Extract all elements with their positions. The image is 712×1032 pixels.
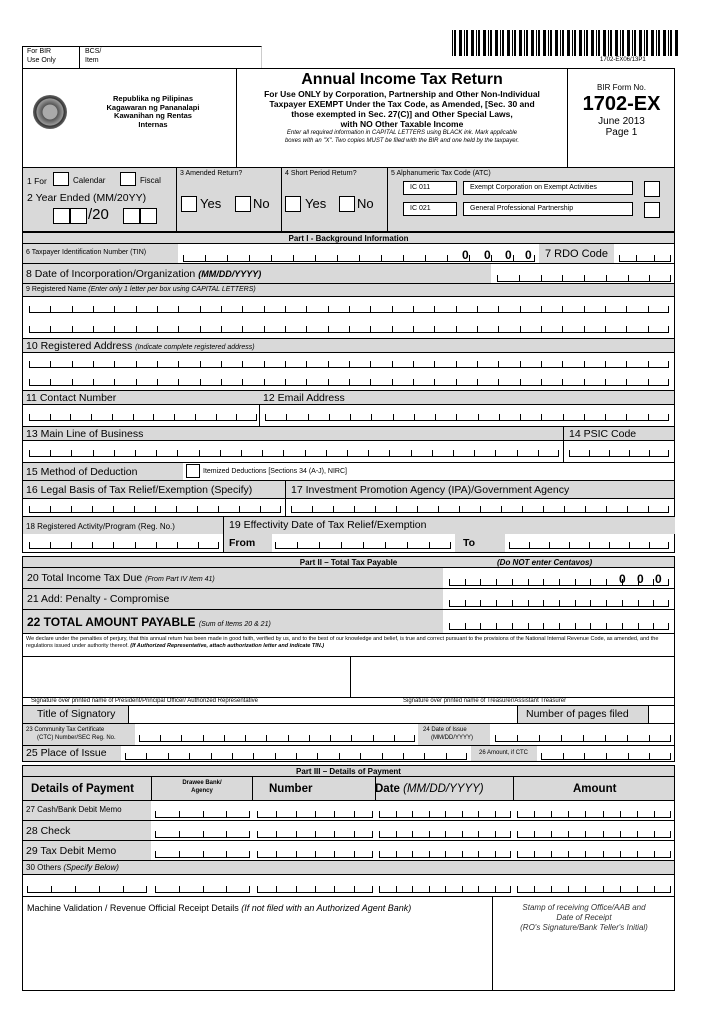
legal-input[interactable] xyxy=(29,507,281,513)
col-number: Number xyxy=(269,783,313,795)
main-line-row xyxy=(22,441,675,463)
contact-email-label-row xyxy=(22,391,675,405)
agency-line-4: Internas xyxy=(138,119,168,129)
signatory-row xyxy=(22,706,675,724)
incorp-row xyxy=(22,264,675,284)
issue-date-input[interactable] xyxy=(495,736,671,742)
bir-use-box xyxy=(22,46,262,68)
year-yy-2[interactable] xyxy=(140,208,157,224)
tin-branch-0b: 0 xyxy=(484,248,491,262)
payment-number-input[interactable] xyxy=(257,852,373,858)
others-amount-input[interactable] xyxy=(517,887,671,893)
item-label: Item xyxy=(85,57,99,64)
col-amount: Amount xyxy=(573,783,617,795)
stamp-line-3: (RO's Signature/Bank Teller's Initial) xyxy=(520,923,648,932)
atc-desc-2: General Professional Partnership xyxy=(463,202,633,216)
reg-activity-input[interactable] xyxy=(29,543,219,549)
agency-line-3: Kawanihan ng Rentas xyxy=(114,111,192,120)
reg-name-input[interactable] xyxy=(22,297,675,339)
item22-input[interactable] xyxy=(449,624,669,630)
amended-yes-checkbox[interactable] xyxy=(181,196,197,212)
payment-row-label: 28 Check xyxy=(26,825,71,837)
from-date-input[interactable] xyxy=(275,543,451,549)
fiscal-checkbox[interactable] xyxy=(120,172,136,186)
year-month-1[interactable] xyxy=(53,208,70,224)
subtitle-2: Taxpayer EXEMPT Under the Tax Code, as Amended, [Sec. 30 and xyxy=(269,99,535,109)
atc-label: 5 Alphanumeric Tax Code (ATC) xyxy=(391,170,491,177)
declaration-section xyxy=(22,634,675,706)
short-no-checkbox[interactable] xyxy=(339,196,355,212)
atc-desc-1: Exempt Corporation on Exempt Activities xyxy=(463,181,633,195)
others-number-input[interactable] xyxy=(257,887,373,893)
email-input[interactable] xyxy=(265,415,669,421)
item22-label: 22 TOTAL AMOUNT PAYABLE (Sum of Items 20 & 21) xyxy=(27,615,271,629)
payment-row-label: 27 Cash/Bank Debit Memo xyxy=(26,805,122,814)
psic-input[interactable] xyxy=(569,451,669,457)
atc-checkbox-2[interactable] xyxy=(644,202,660,218)
signature-area-1[interactable] xyxy=(23,657,350,697)
declaration-text: We declare under the penalties of perjury, that this annual return has been made in good faith, verified by us, and to the best of our knowledge and belief, is true and correct pursuant to the provisions of the National Internal Revenue Code, as amended, and the regulations issued under authority thereof. (If Authorized Representative, attach authorization letter and indicate TIN.) xyxy=(26,636,659,649)
pages-filed-label: Number of pages filed xyxy=(526,708,629,720)
reg-name-label-row xyxy=(22,284,675,297)
payment-amount-input[interactable] xyxy=(517,852,671,858)
machine-validation-label: Machine Validation / Revenue Official Receipt Details (If not filed with an Authorized Agent Bank) xyxy=(27,903,412,913)
ipa-label: 17 Investment Promotion Agency (IPA)/Government Agency xyxy=(291,484,570,496)
pages-filed-input[interactable] xyxy=(649,706,674,723)
ctc-amount-input[interactable] xyxy=(541,754,671,760)
item20-label: 20 Total Income Tax Due (From Part IV Item 41) xyxy=(27,572,215,584)
year-yy-1[interactable] xyxy=(123,208,140,224)
instruction-2: boxes with an "X". Two copies MUST be filed with the BIR and one held by the taxpayer. xyxy=(284,138,520,144)
payment-amount-input[interactable] xyxy=(517,832,671,838)
payment-row-label: 29 Tax Debit Memo xyxy=(26,845,117,857)
email-label: 12 Email Address xyxy=(263,392,345,404)
incorp-label: 8 Date of Incorporation/Organization (MM/DD/YYYY) xyxy=(26,268,262,280)
short-period-label: 4 Short Period Return? xyxy=(285,170,357,177)
subtitle-4: with NO Other Taxable Income xyxy=(340,119,464,129)
sig1-caption: Signature over printed name of President/Principal Officer/ Authorized Representative xyxy=(31,698,259,704)
payment-number-input[interactable] xyxy=(257,832,373,838)
psic-label: 14 PSIC Code xyxy=(569,428,637,440)
payment-number-input[interactable] xyxy=(257,812,373,818)
item20-zero-1: 0 xyxy=(619,572,626,586)
part2-title: Part II – Total Tax Payable xyxy=(299,558,398,567)
title-signatory-label: Title of Signatory xyxy=(37,708,116,720)
contact-input[interactable] xyxy=(29,415,257,421)
tin-row xyxy=(22,244,675,264)
year-month-2[interactable] xyxy=(70,208,87,224)
item20-zero-3: 0 xyxy=(655,572,662,586)
method-row xyxy=(22,463,675,481)
payment-date-input[interactable] xyxy=(379,812,511,818)
others-label-row xyxy=(22,861,675,875)
to-date-input[interactable] xyxy=(509,543,669,549)
place-issue-input[interactable] xyxy=(125,754,467,760)
payment-row xyxy=(22,841,675,861)
item21-input[interactable] xyxy=(449,601,669,607)
fiscal-label: Fiscal xyxy=(140,176,161,185)
subtitle-3: those exempted in Sec. 27(C)] and Other Special Laws, xyxy=(291,109,513,119)
incorp-date-input[interactable] xyxy=(497,276,671,282)
item20-zero-2: 0 xyxy=(637,572,644,586)
form-no-label: BIR Form No. xyxy=(597,83,646,92)
col-details: Details of Payment xyxy=(31,783,134,795)
legal-row xyxy=(22,499,675,517)
main-line-label: 13 Main Line of Business xyxy=(26,428,144,440)
others-label: 30 Others (Specify Below) xyxy=(26,863,119,872)
item20-input[interactable] xyxy=(449,580,669,586)
short-no-label: No xyxy=(357,196,374,211)
title-signatory-input[interactable] xyxy=(129,706,517,723)
item21-row xyxy=(22,589,675,610)
itemized-checkbox[interactable] xyxy=(186,464,200,478)
rdo-input[interactable] xyxy=(619,256,671,262)
calendar-label: Calendar xyxy=(73,176,106,185)
form-number: 1702-EX xyxy=(582,93,661,115)
part1-header: Part I - Background Information xyxy=(22,232,675,244)
payment-row xyxy=(22,821,675,841)
tin-label: 6 Taxpayer Identification Number (TIN) xyxy=(26,249,147,256)
reg-address-input[interactable] xyxy=(22,353,675,391)
tin-branch-0c: 0 xyxy=(505,248,512,262)
ctc-label-1: 23 Community Tax Certificate xyxy=(26,727,105,733)
contact-email-row xyxy=(22,405,675,427)
ctc-row xyxy=(22,724,675,746)
main-line-label-row xyxy=(22,427,675,441)
page-number: Page 1 xyxy=(605,127,638,138)
rdo-label: 7 RDO Code xyxy=(545,248,608,260)
col-drawee-2: Agency xyxy=(191,788,213,794)
atc-checkbox-1[interactable] xyxy=(644,181,660,197)
bir-seal-icon xyxy=(33,95,67,129)
reg-address-label: 10 Registered Address (Indicate complete registered address) xyxy=(26,340,255,352)
tin-branch-0d: 0 xyxy=(525,248,532,262)
bcs-label: BCS/ xyxy=(85,48,102,55)
payment-date-input[interactable] xyxy=(379,832,511,838)
amended-yes-label: Yes xyxy=(200,196,222,211)
legal-label: 16 Legal Basis of Tax Relief/Exemption (Specify) xyxy=(26,484,253,496)
subtitle-1: For Use ONLY by Corporation, Partnership and Other Non-Individual xyxy=(264,89,540,99)
contact-label: 11 Contact Number xyxy=(26,392,117,404)
barcode-text: 1702-EX06/13P1 xyxy=(600,57,646,63)
atc-code-1: IC 011 xyxy=(403,181,457,195)
others-drawee-input[interactable] xyxy=(155,887,250,893)
payment-amount-input[interactable] xyxy=(517,812,671,818)
payment-col-headers xyxy=(22,777,675,801)
reg-name-label: 9 Registered Name (Enter only 1 letter per box using CAPITAL LETTERS) xyxy=(26,286,256,293)
barcode xyxy=(452,30,678,56)
tin-branch-0a: 0 xyxy=(462,248,469,262)
form-title: Annual Income Tax Return xyxy=(301,71,503,88)
main-line-input[interactable] xyxy=(29,451,559,457)
col-drawee-1: Drawee Bank/ xyxy=(182,780,222,786)
form-date: June 2013 xyxy=(598,116,645,127)
issue-date-label-2: (MM/DD/YYYY) xyxy=(431,735,473,741)
method-label: 15 Method of Deduction xyxy=(26,466,138,478)
reg-address-label-row xyxy=(22,339,675,353)
ctc-input[interactable] xyxy=(139,736,415,742)
issue-date-label-1: 24 Date of Issue xyxy=(423,727,467,733)
part2-note: (Do NOT enter Centavos) xyxy=(497,558,593,567)
place-issue-row xyxy=(22,746,675,762)
year-slash-20: /20 xyxy=(88,206,109,223)
itemized-label: Itemized Deductions [Sections 34 (A-J), NIRC] xyxy=(203,468,347,475)
short-yes-label: Yes xyxy=(305,196,327,211)
eff-date-label: 19 Effectivity Date of Tax Relief/Exemption xyxy=(229,519,427,531)
signature-area-2[interactable] xyxy=(351,657,674,697)
place-issue-label: 25 Place of Issue xyxy=(26,747,107,759)
amended-no-label: No xyxy=(253,196,270,211)
from-label: From xyxy=(229,537,256,549)
payment-drawee-input[interactable] xyxy=(155,832,250,838)
others-date-input[interactable] xyxy=(379,887,511,893)
others-row xyxy=(22,875,675,897)
calendar-checkbox[interactable] xyxy=(53,172,69,186)
tin-input[interactable] xyxy=(183,256,535,262)
part2-header xyxy=(22,556,675,568)
payment-row xyxy=(22,801,675,821)
ipa-input[interactable] xyxy=(291,507,669,513)
others-details-input[interactable] xyxy=(27,887,147,893)
amended-no-checkbox[interactable] xyxy=(235,196,251,212)
payment-drawee-input[interactable] xyxy=(155,852,250,858)
item20-row xyxy=(22,568,675,589)
agency-line-1: Republika ng Pilipinas xyxy=(112,94,193,103)
short-yes-checkbox[interactable] xyxy=(285,196,301,212)
payment-date-input[interactable] xyxy=(379,852,511,858)
for-bir-label: For BIR xyxy=(27,48,52,55)
form-header xyxy=(22,68,675,168)
item22-row xyxy=(22,610,675,634)
part3-header: Part III – Details of Payment xyxy=(22,765,675,777)
machine-validation-area[interactable] xyxy=(23,917,491,989)
validation-section xyxy=(22,897,675,991)
payment-drawee-input[interactable] xyxy=(155,812,250,818)
atc-code-2: IC 021 xyxy=(403,202,457,216)
ctc-label-2: (CTC) Number/SEC Reg. No. xyxy=(37,735,116,741)
top-items-section xyxy=(22,168,675,232)
to-label: To xyxy=(463,537,476,549)
legal-label-row xyxy=(22,481,675,499)
stamp-line-1: Stamp of receiving Office/AAB and xyxy=(522,903,646,912)
item21-label: 21 Add: Penalty - Compromise xyxy=(27,593,170,605)
instruction-1: Enter all required information in CAPITAL LETTERS using BLACK ink. Mark applicable xyxy=(286,130,518,136)
reg-activity-label: 18 Registered Activity/Program (Reg. No.) xyxy=(26,522,175,531)
col-date: Date (MM/DD/YYYY) xyxy=(375,783,484,795)
activity-row xyxy=(22,517,675,553)
ctc-amount-label: 26 Amount, if CTC xyxy=(479,750,529,756)
use-only-label: Use Only xyxy=(27,57,56,64)
amended-label: 3 Amended Return? xyxy=(180,170,243,177)
stamp-line-2: Date of Receipt xyxy=(556,913,612,922)
sig2-caption: Signature over printed name of Treasurer/Assistant Treasurer xyxy=(403,698,567,704)
year-ended-label: 2 Year Ended (MM/20YY) xyxy=(27,192,147,204)
for-label: 1 For xyxy=(27,176,47,186)
agency-line-2: Kagawaran ng Pananalapi xyxy=(106,102,200,112)
